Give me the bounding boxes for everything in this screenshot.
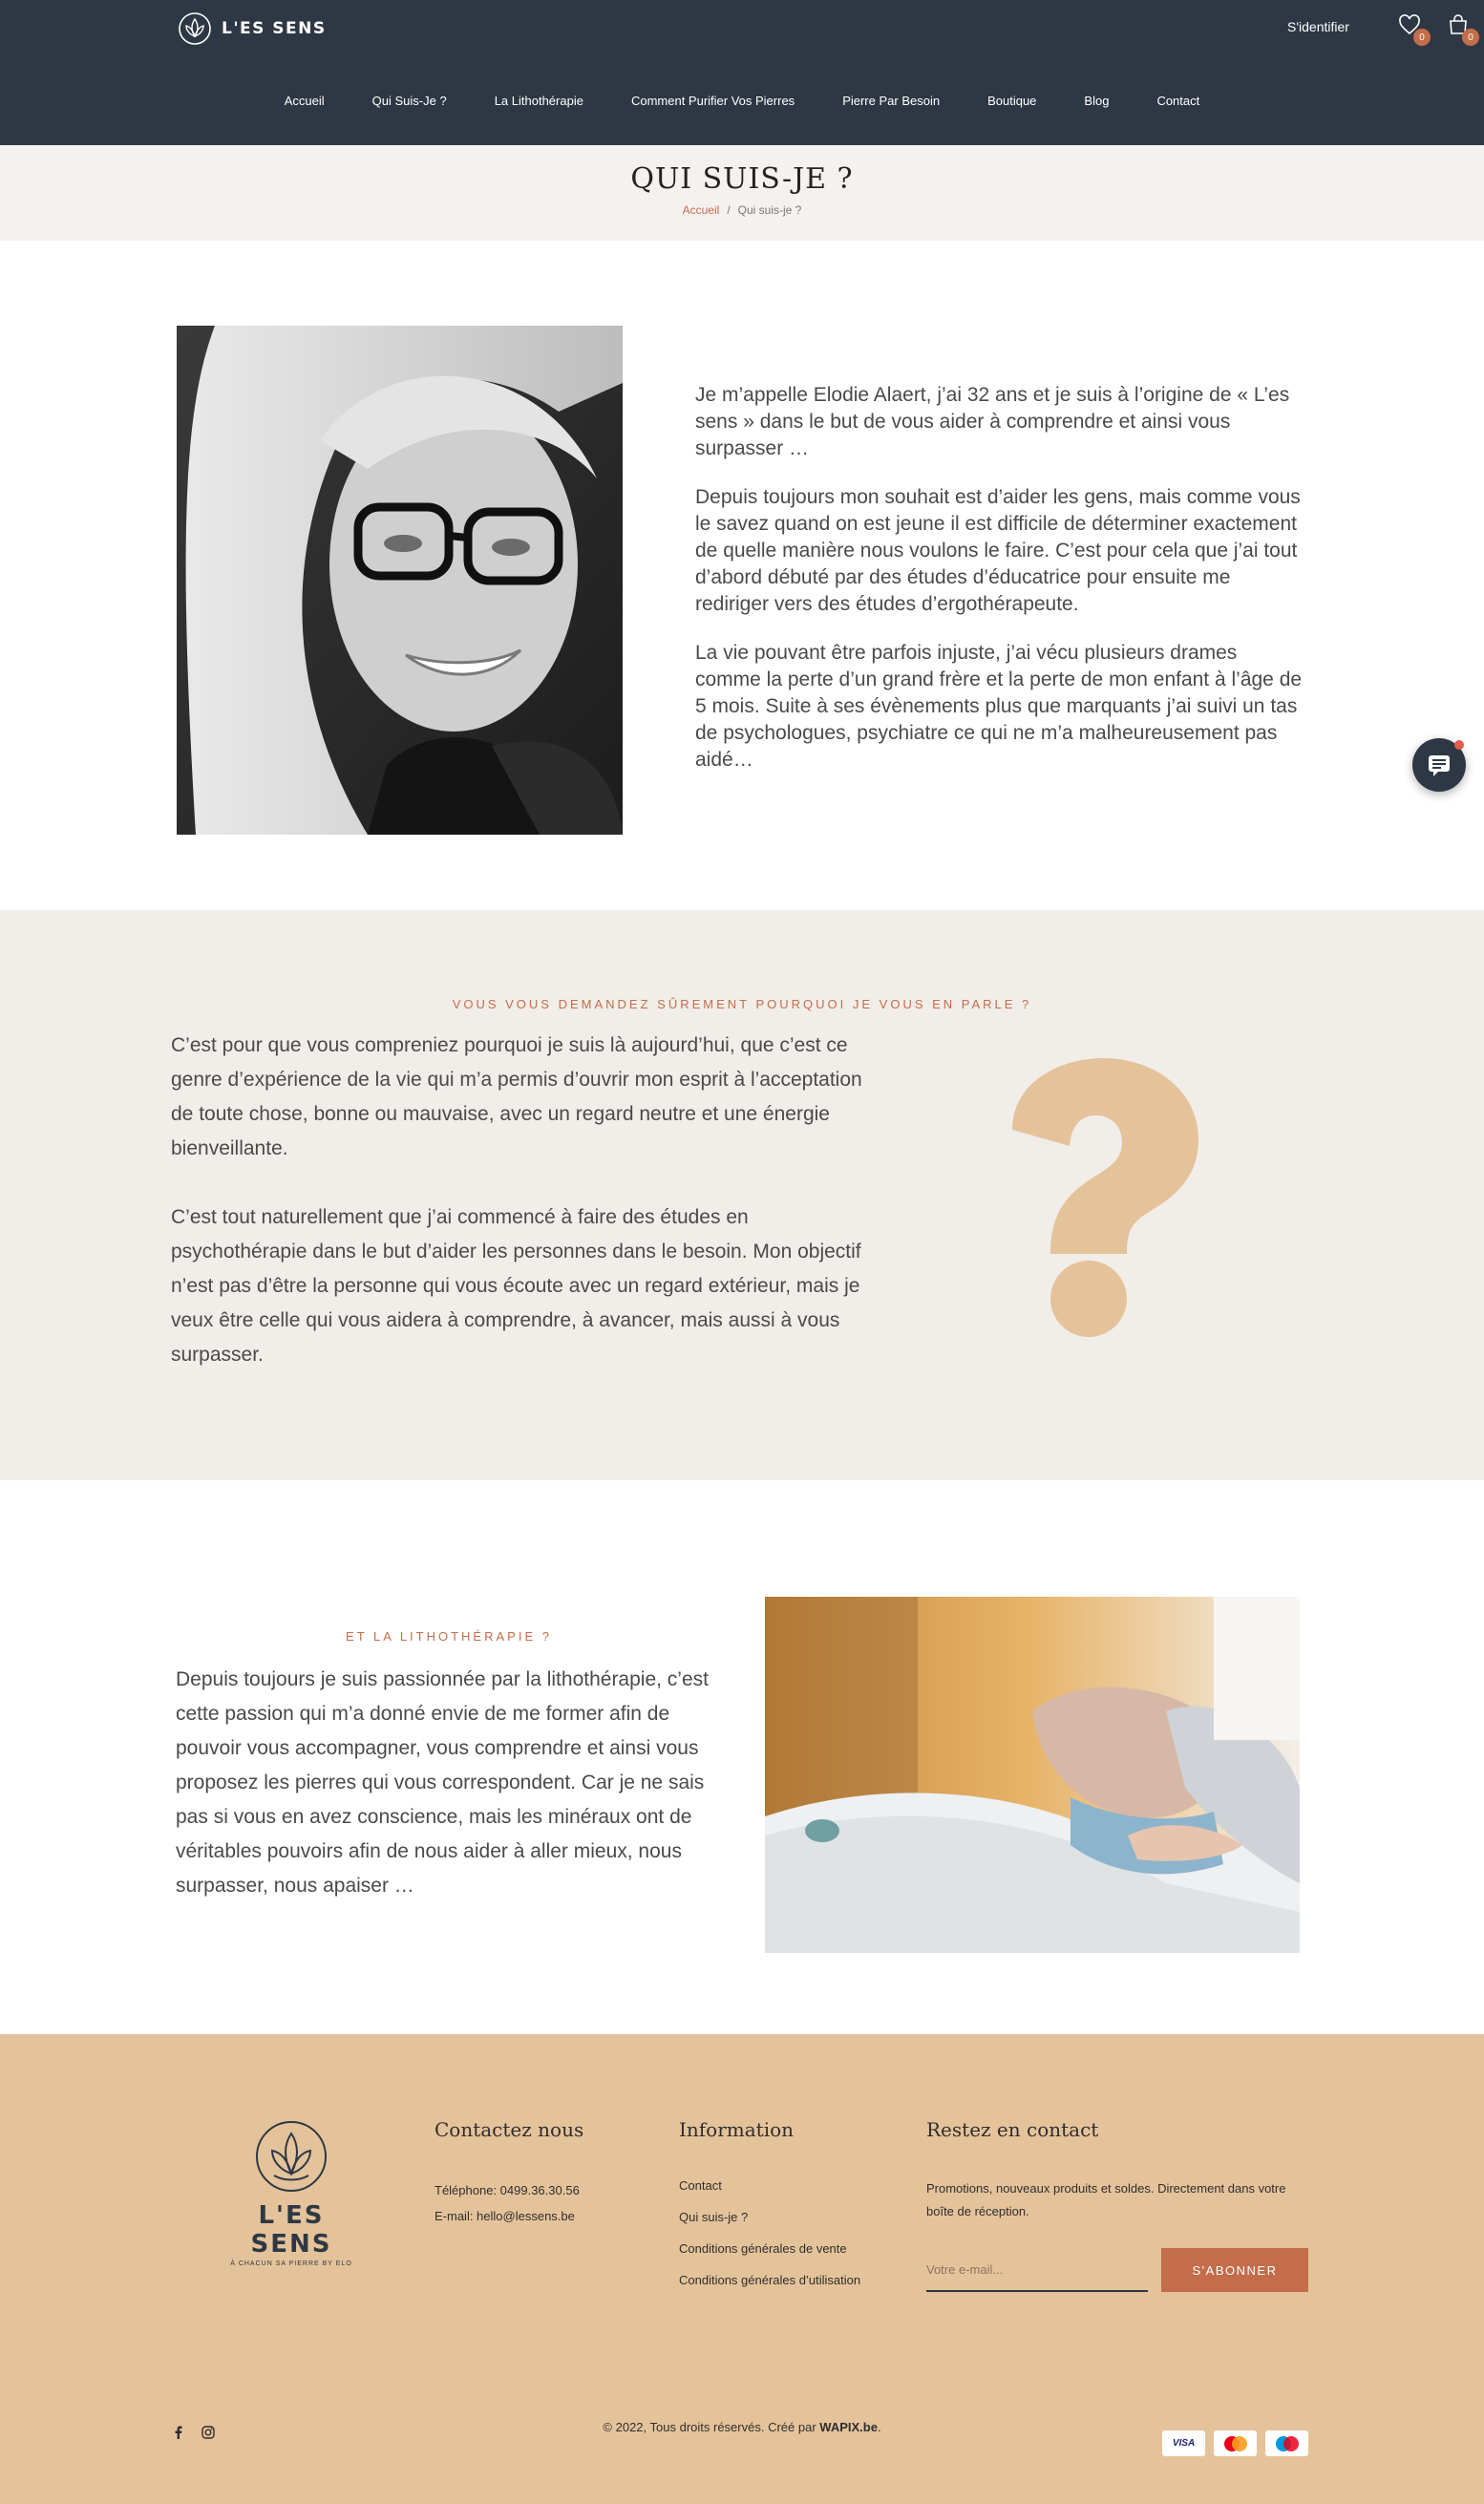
lotus-logo-icon: [178, 11, 212, 46]
footer-link-cgu[interactable]: Conditions générales d’utilisation: [679, 2273, 861, 2287]
lithotherapy-photo: [765, 1597, 1300, 1953]
footer-contact-heading: Contactez nous: [435, 2118, 584, 2141]
footer-tagline: À CHACUN SA PIERRE BY ELO: [230, 2260, 352, 2267]
copyright-suffix: .: [877, 2420, 881, 2434]
page-title: QUI SUIS-JE ?: [630, 162, 854, 196]
maestro-icon: [1265, 2430, 1308, 2456]
litho-kicker: ET LA LITHOTHÉRAPIE ?: [346, 1629, 552, 1644]
intro-paragraph-3: La vie pouvant être parfois injuste, j’ai vécu plusieurs drames comme la perte d’un grand frère et la perte de mon enfant à l’âge de 5 mois. Suite à ses évènements plus que marquants j’ai suivi un tas de psychologues, psychiatre ce qui ne m’a malheureusement pas aidé…: [695, 642, 1303, 771]
why-paragraph-1: C’est pour que vous compreniez pourquoi je suis là aujourd’hui, que c’est ce genre d’expérience de la vie qui m’a permis d’ouvrir mon esprit à l’acceptation de toute chose, bonne ou mauvaise, avec un regard neutre et une énergie bienveillante.: [171, 1034, 862, 1159]
wishlist-button[interactable]: [1398, 13, 1425, 43]
intro-paragraph-2: Depuis toujours mon souhait est d’aider les gens, mais comme vous le savez quand on est jeune il est difficile de déterminer exactement de quelle manière nous voulons le faire. C’est pour cela que j’ai tout d’abord débuté par des études d’éducatrice pour ensuite me rediriger vers des études d’ergothérapeute.: [695, 486, 1301, 615]
footer-phone: Téléphone: 0499.36.30.56: [435, 2183, 580, 2197]
portrait-photo: [177, 326, 623, 835]
nav-item-blog[interactable]: Blog: [1084, 94, 1110, 108]
nav-item-lithotherapie[interactable]: La Lithothérapie: [494, 94, 583, 108]
footer-logo[interactable]: [220, 2118, 363, 2267]
newsletter-form: [926, 2248, 1308, 2292]
visa-icon: VISA: [1162, 2430, 1205, 2456]
footer-link-contact[interactable]: Contact: [679, 2178, 722, 2193]
why-text: [171, 1029, 873, 1407]
cart-button[interactable]: [1447, 13, 1473, 43]
mastercard-icon: [1214, 2430, 1257, 2456]
payment-methods: [1162, 2430, 1308, 2456]
subscribe-button[interactable]: S'ABONNER: [1161, 2248, 1308, 2292]
breadcrumb-current: Qui suis-je ?: [737, 203, 802, 217]
footer-info-heading: Information: [679, 2118, 795, 2141]
breadcrumb-separator: /: [727, 203, 731, 217]
nav-item-purifier[interactable]: Comment Purifier Vos Pierres: [630, 94, 795, 108]
nav-item-contact[interactable]: Contact: [1156, 94, 1200, 108]
wishlist-count-badge: 0: [1413, 29, 1431, 46]
breadcrumb-home-link[interactable]: Accueil: [682, 203, 720, 217]
footer-link-qui-suis-je[interactable]: Qui suis-je ?: [679, 2210, 749, 2224]
footer-link-cgv[interactable]: Conditions générales de vente: [679, 2241, 847, 2256]
cart-count-badge: 0: [1462, 29, 1479, 46]
footer-newsletter-column: [926, 2118, 1308, 2223]
breadcrumb: [0, 203, 1484, 217]
brand-name: L'ES SENS: [222, 19, 327, 38]
brand-logo[interactable]: [178, 11, 327, 46]
nav-item-boutique[interactable]: Boutique: [987, 94, 1037, 108]
litho-text: Depuis toujours je suis passionnée par la lithothérapie, c’est cette passion qui m’a donné envie de me former afin de pouvoir vous accompagner, vous comprendre et ainsi vous proposez les pierres qui vous correspondent. Car je ne sais pas si vous en avez conscience, mais les minéraux ont de véritables pouvoirs afin de nous aider à aller mieux, nous surpasser, nous apaiser …: [176, 1668, 709, 1897]
nav-item-accueil[interactable]: Accueil: [284, 94, 325, 108]
footer-info-column: [679, 2118, 860, 2296]
question-mark-icon: [993, 1058, 1213, 1345]
footer-newsletter-heading: Restez en contact: [926, 2118, 1099, 2141]
main-nav: [0, 92, 1484, 111]
intro-text: [695, 382, 1304, 796]
why-section: [0, 910, 1484, 1480]
chat-widget-button[interactable]: [1412, 738, 1466, 792]
chat-notification-dot: [1454, 740, 1464, 750]
newsletter-email-input[interactable]: [926, 2248, 1148, 2292]
intro-paragraph-1: Je m’appelle Elodie Alaert, j’ai 32 ans et je suis à l’origine de « L’es sens » dans le but de vous aider à comprendre et ainsi vous surpasser …: [695, 384, 1290, 459]
footer-contact-column: [435, 2118, 583, 2229]
nav-item-pierre-par-besoin[interactable]: Pierre Par Besoin: [842, 94, 941, 108]
why-paragraph-2: C’est tout naturellement que j’ai commencé à faire des études en psychothérapie dans le but d’aider les personnes dans le besoin. Mon objectif n’est pas d’être la personne qui vous écoute avec un regard extérieur, mais je veux être celle qui vous aidera à comprendre, à avancer, mais aussi à vous surpasser.: [171, 1206, 861, 1366]
lotus-logo-icon: [245, 2118, 337, 2195]
login-link[interactable]: S'identifier: [1287, 19, 1349, 34]
footer-brand-name: L'ES SENS: [250, 2201, 332, 2259]
copyright-text: © 2022, Tous droits réservés. Créé par: [603, 2420, 820, 2434]
copyright-credit-link[interactable]: WAPIX.be: [819, 2420, 878, 2434]
site-header: [0, 0, 1484, 145]
why-kicker: VOUS VOUS DEMANDEZ SÛREMENT POURQUOI JE VOUS EN PARLE ?: [452, 997, 1032, 1011]
nav-item-qui-suis-je[interactable]: Qui Suis-Je ?: [371, 94, 447, 108]
footer-email-link[interactable]: E-mail: hello@lessens.be: [435, 2209, 575, 2223]
page-title-bar: [0, 145, 1484, 241]
footer-newsletter-description: Promotions, nouveaux produits et soldes. Directement dans votre boîte de réception.: [926, 2181, 1286, 2218]
